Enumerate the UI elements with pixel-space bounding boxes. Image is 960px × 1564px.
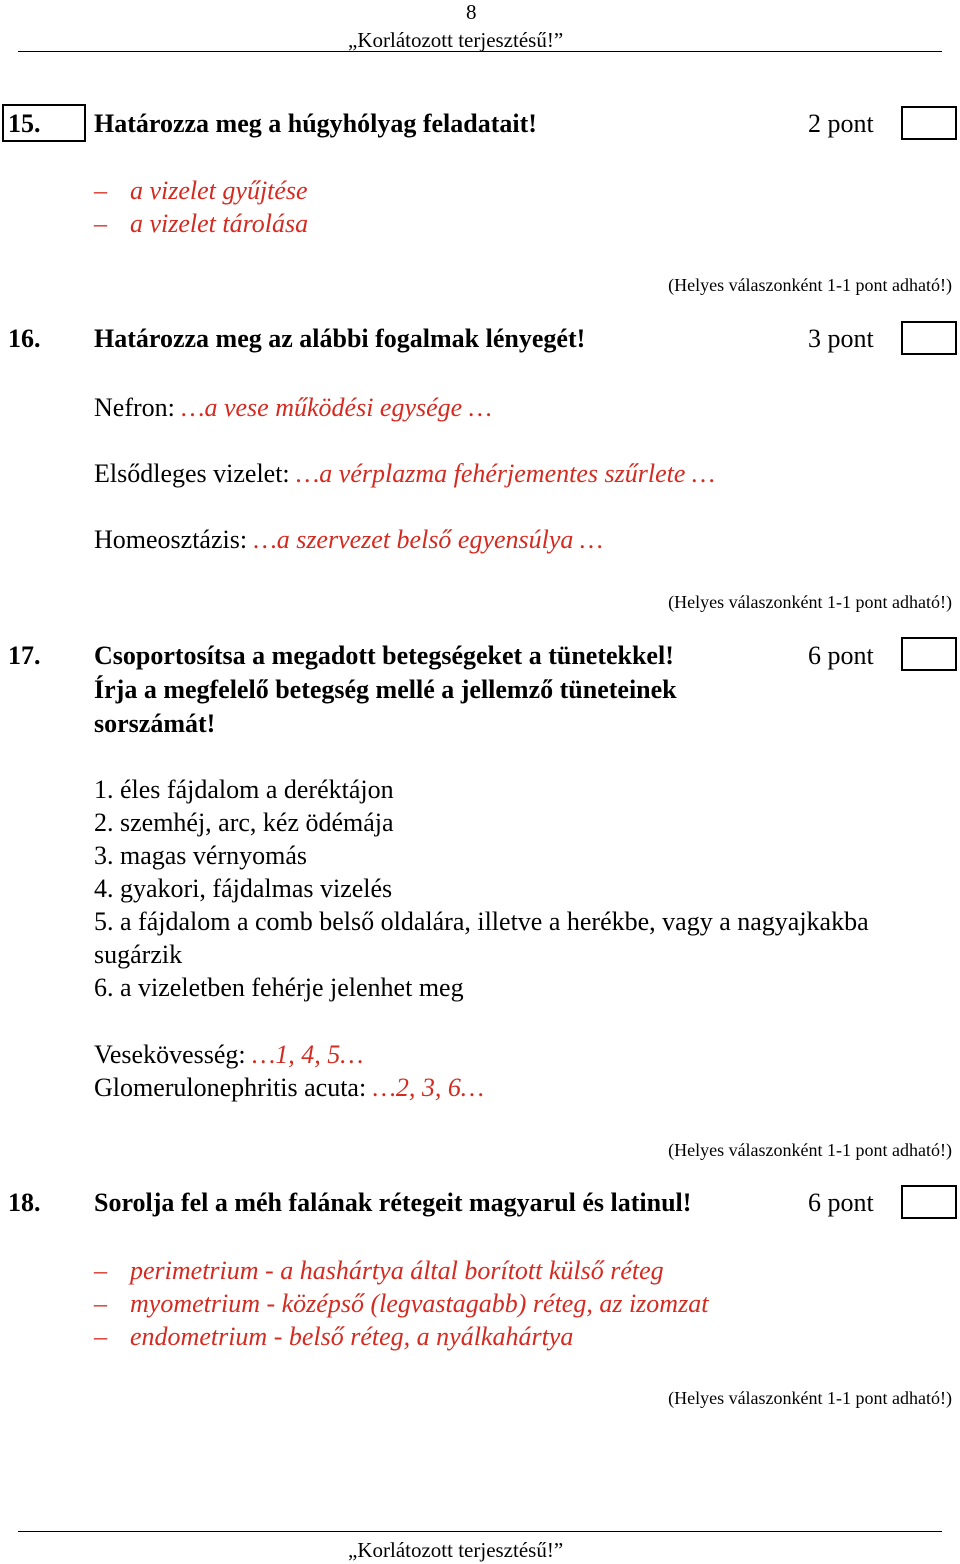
- footer-restricted-notice: „Korlátozott terjesztésű!”: [348, 1538, 564, 1562]
- q17-symptom-6: 6. a vizeletben fehérje jelenhet meg: [94, 973, 464, 1002]
- q17-symptom-2: 2. szemhéj, arc, kéz ödémája: [94, 808, 394, 837]
- q17-title-line-3: sorszámát!: [94, 709, 216, 738]
- q18-answer-2: – myometrium - középső (legvastagabb) réteg, az izomzat: [94, 1289, 709, 1318]
- q15-answer-2: – a vizelet tárolása: [94, 209, 309, 238]
- q15-answer-1: – a vizelet gyűjtése: [94, 176, 308, 205]
- q17-title-line-1: Csoportosítsa a megadott betegségeket a tünetekkel!: [94, 641, 674, 670]
- dash-bullet: –: [94, 176, 107, 205]
- q17-answer-kidney-stones: Vesekövesség: …1, 4, 5…: [94, 1040, 364, 1069]
- q16-item-homeostasis: Homeosztázis: …a szervezet belső egyensúlya …: [94, 525, 604, 554]
- q15-number: 15.: [8, 109, 41, 138]
- dash-bullet: –: [94, 209, 107, 238]
- q15-scoring-note: (Helyes válaszonként 1-1 pont adható!): [668, 275, 952, 295]
- q17-points: 6 pont: [808, 641, 874, 670]
- q17-symptom-4: 4. gyakori, fájdalmas vizelés: [94, 874, 393, 903]
- q18-score-box[interactable]: [901, 1185, 957, 1219]
- q16-points: 3 pont: [808, 324, 874, 353]
- dash-bullet: –: [94, 1256, 107, 1285]
- q18-number: 18.: [8, 1188, 41, 1217]
- q16-score-box[interactable]: [901, 321, 957, 355]
- q18-points: 6 pont: [808, 1188, 874, 1217]
- q17-score-box[interactable]: [901, 637, 957, 671]
- q17-title-line-2: Írja a megfelelő betegség mellé a jellemző tüneteinek: [94, 675, 677, 704]
- q18-answer-1: – perimetrium - a hashártya által borított külső réteg: [94, 1256, 664, 1285]
- q16-scoring-note: (Helyes válaszonként 1-1 pont adható!): [668, 592, 952, 612]
- q15-score-box[interactable]: [901, 106, 957, 140]
- q17-symptom-5-cont: sugárzik: [94, 940, 183, 969]
- q16-number: 16.: [8, 324, 41, 353]
- q17-symptom-3: 3. magas vérnyomás: [94, 841, 308, 870]
- q17-symptom-1: 1. éles fájdalom a deréktájon: [94, 775, 394, 804]
- header-restricted-notice: „Korlátozott terjesztésű!”: [348, 28, 564, 52]
- page-number: 8: [466, 0, 477, 24]
- dash-bullet: –: [94, 1289, 107, 1318]
- q18-title: Sorolja fel a méh falának rétegeit magyarul és latinul!: [94, 1188, 692, 1217]
- q16-title: Határozza meg az alábbi fogalmak lényegét!: [94, 324, 586, 353]
- dash-bullet: –: [94, 1322, 107, 1351]
- q15-points: 2 pont: [808, 109, 874, 138]
- q17-symptom-5: 5. a fájdalom a comb belső oldalára, illetve a herékbe, vagy a nagyajkakba: [94, 907, 869, 936]
- footer-divider: [18, 1531, 942, 1532]
- q16-item-nefron: Nefron: …a vese működési egysége …: [94, 393, 492, 422]
- q17-answer-glomerulonephritis: Glomerulonephritis acuta: …2, 3, 6…: [94, 1073, 484, 1102]
- q15-title: Határozza meg a húgyhólyag feladatait!: [94, 109, 537, 138]
- q18-scoring-note: (Helyes válaszonként 1-1 pont adható!): [668, 1388, 952, 1408]
- q18-answer-3: – endometrium - belső réteg, a nyálkahártya: [94, 1322, 574, 1351]
- q17-scoring-note: (Helyes válaszonként 1-1 pont adható!): [668, 1140, 952, 1160]
- q16-item-primary-urine: Elsődleges vizelet: …a vérplazma fehérjementes szűrlete …: [94, 459, 715, 488]
- q17-number: 17.: [8, 641, 41, 670]
- header-divider: [18, 51, 942, 52]
